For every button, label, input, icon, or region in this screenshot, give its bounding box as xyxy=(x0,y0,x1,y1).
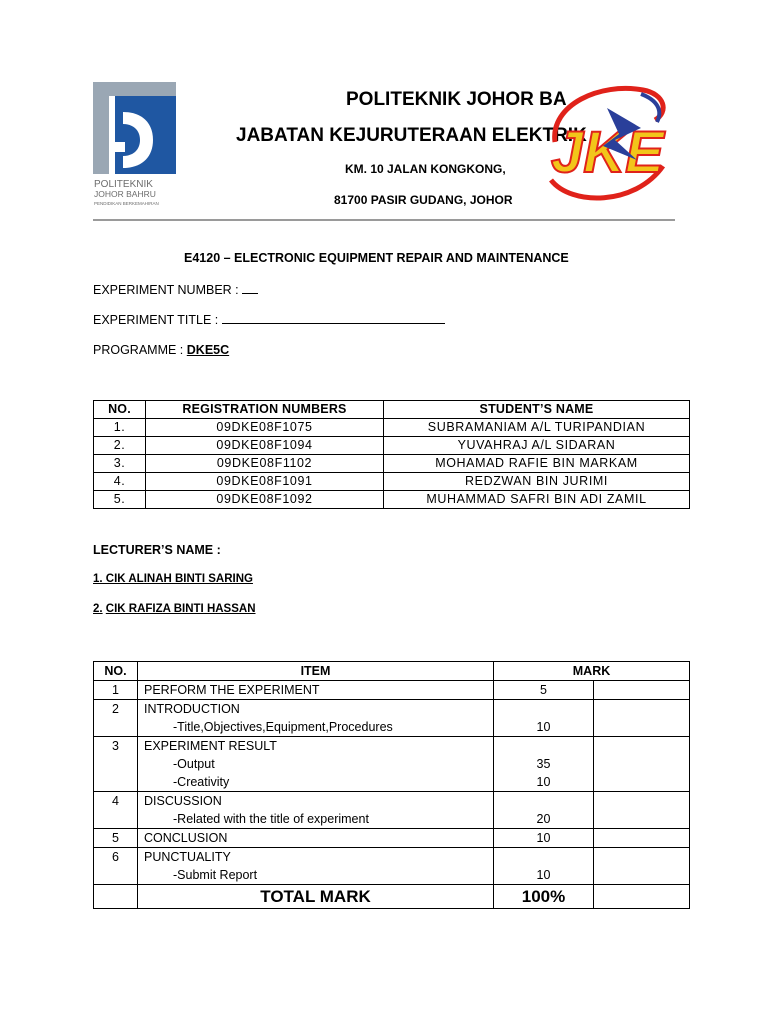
awarded-mark-cell xyxy=(594,848,690,885)
table-row xyxy=(94,491,690,509)
mark-row-no: 1 xyxy=(94,681,138,700)
table-row xyxy=(94,792,690,829)
student-name: SUBRAMANIAM A/L TURIPANDIAN xyxy=(384,419,690,437)
student-no: 1. xyxy=(94,419,146,437)
mark-row-no: 2 xyxy=(94,700,138,737)
sub-item: -Creativity xyxy=(173,775,230,789)
mark-value xyxy=(494,829,594,848)
mark-row-no: 4 xyxy=(94,792,138,829)
sub-item: -Title,Objectives,Equipment,Procedures xyxy=(173,720,393,734)
table-row xyxy=(94,455,690,473)
mark-line xyxy=(494,848,593,866)
item-label: CONCLUSION xyxy=(144,831,228,845)
students-table xyxy=(93,400,690,509)
address-line-1: KM. 10 JALAN KONGKONG, xyxy=(345,162,506,176)
total-value: 100% xyxy=(494,885,594,909)
student-no: 3. xyxy=(94,455,146,473)
registration-number: 09DKE08F1092 xyxy=(146,491,384,509)
experiment-number-label: EXPERIMENT NUMBER : xyxy=(93,283,243,297)
sub-item: -Related with the title of experiment xyxy=(173,812,369,826)
mark-line: 10 xyxy=(536,775,551,789)
total-row xyxy=(94,885,690,909)
experiment-title-blank xyxy=(222,311,445,324)
mark-row-no: 6 xyxy=(94,848,138,885)
mark-line: 35 xyxy=(536,757,551,771)
mark-row-item xyxy=(138,681,494,700)
item-label: PUNCTUALITY xyxy=(144,850,231,864)
mark-line xyxy=(494,700,593,718)
column-header: NO. xyxy=(94,662,138,681)
experiment-number-blank xyxy=(242,281,258,294)
student-name: YUVAHRAJ A/L SIDARAN xyxy=(384,437,690,455)
mark-line: 10 xyxy=(536,831,551,845)
table-row xyxy=(94,829,690,848)
mark-row-item xyxy=(138,792,494,829)
awarded-total-cell xyxy=(594,885,690,909)
table-row xyxy=(94,473,690,491)
experiment-title-field xyxy=(93,311,445,327)
student-no: 4. xyxy=(94,473,146,491)
registration-number: 09DKE08F1091 xyxy=(146,473,384,491)
table-row xyxy=(94,700,690,737)
table-row xyxy=(94,437,690,455)
student-no: 5. xyxy=(94,491,146,509)
table-row xyxy=(94,848,690,885)
header-divider xyxy=(93,219,675,221)
logo-text-3: PENDIDIKAN BERKEMAHIRAN xyxy=(94,201,159,206)
logo-text-2: JOHOR BAHRU xyxy=(94,189,156,199)
item-label: EXPERIMENT RESULT xyxy=(144,739,277,753)
awarded-mark-cell xyxy=(594,792,690,829)
experiment-number-field xyxy=(93,281,258,297)
column-header: STUDENT’S NAME xyxy=(384,401,690,419)
programme-value: DKE5C xyxy=(186,343,230,357)
mark-value xyxy=(494,681,594,700)
column-header: ITEM xyxy=(138,662,494,681)
jke-logo xyxy=(545,80,669,206)
mark-line: 10 xyxy=(536,720,551,734)
politeknik-logo xyxy=(93,82,176,210)
mark-line xyxy=(494,737,593,755)
jke-logo-text: JKE xyxy=(551,120,664,185)
lecturer-item-1: 1. CIK ALINAH BINTI SARING xyxy=(93,573,253,585)
experiment-title-label: EXPERIMENT TITLE : xyxy=(93,313,222,327)
column-header: MARK xyxy=(494,662,690,681)
sub-item: -Submit Report xyxy=(173,868,258,882)
table-row xyxy=(94,737,690,792)
lecturer-item-2-name: CIK RAFIZA BINTI HASSAN xyxy=(105,603,256,615)
lecturer-item-2 xyxy=(93,603,256,615)
mark-line xyxy=(494,792,593,810)
registration-number: 09DKE08F1075 xyxy=(146,419,384,437)
item-label: INTRODUCTION xyxy=(144,702,240,716)
mark-row-item xyxy=(138,737,494,792)
mark-row-item xyxy=(138,848,494,885)
mark-value xyxy=(494,792,594,829)
mark-line: 20 xyxy=(536,812,551,826)
logo-text-1: POLITEKNIK xyxy=(94,179,153,190)
column-header: NO. xyxy=(94,401,146,419)
registration-number: 09DKE08F1102 xyxy=(146,455,384,473)
programme-field xyxy=(93,343,229,357)
awarded-mark-cell xyxy=(594,700,690,737)
table-header-row xyxy=(94,401,690,419)
registration-number: 09DKE08F1094 xyxy=(146,437,384,455)
marks-table xyxy=(93,661,690,909)
student-name: MUHAMMAD SAFRI BIN ADI ZAMIL xyxy=(384,491,690,509)
mark-row-item xyxy=(138,829,494,848)
mark-row-item xyxy=(138,700,494,737)
institution-name: POLITEKNIK JOHOR BA xyxy=(346,89,567,110)
mark-line: 5 xyxy=(540,683,547,697)
mark-row-no: 3 xyxy=(94,737,138,792)
mark-value xyxy=(494,848,594,885)
awarded-mark-cell xyxy=(594,681,690,700)
programme-label: PROGRAMME : xyxy=(93,343,187,357)
table-row xyxy=(94,681,690,700)
table-header-row xyxy=(94,662,690,681)
mark-value xyxy=(494,700,594,737)
lecturer-heading: LECTURER’S NAME : xyxy=(93,543,221,557)
total-label: TOTAL MARK xyxy=(138,885,494,909)
total-no-cell xyxy=(94,885,138,909)
table-row xyxy=(94,419,690,437)
lecturer-item-2-number: 2. xyxy=(93,603,103,615)
mark-row-no: 5 xyxy=(94,829,138,848)
student-name: REDZWAN BIN JURIMI xyxy=(384,473,690,491)
item-label: PERFORM THE EXPERIMENT xyxy=(144,683,320,697)
address-line-2: 81700 PASIR GUDANG, JOHOR xyxy=(334,193,513,207)
student-no: 2. xyxy=(94,437,146,455)
item-label: DISCUSSION xyxy=(144,794,222,808)
course-title: E4120 – ELECTRONIC EQUIPMENT REPAIR AND MAINTENANCE xyxy=(184,251,569,265)
mark-value xyxy=(494,737,594,792)
awarded-mark-cell xyxy=(594,829,690,848)
student-name: MOHAMAD RAFIE BIN MARKAM xyxy=(384,455,690,473)
sub-item: -Output xyxy=(173,757,215,771)
column-header: REGISTRATION NUMBERS xyxy=(146,401,384,419)
awarded-mark-cell xyxy=(594,737,690,792)
mark-line: 10 xyxy=(536,868,551,882)
department-name: JABATAN KEJURUTERAAN ELEKTRIK xyxy=(236,125,587,146)
